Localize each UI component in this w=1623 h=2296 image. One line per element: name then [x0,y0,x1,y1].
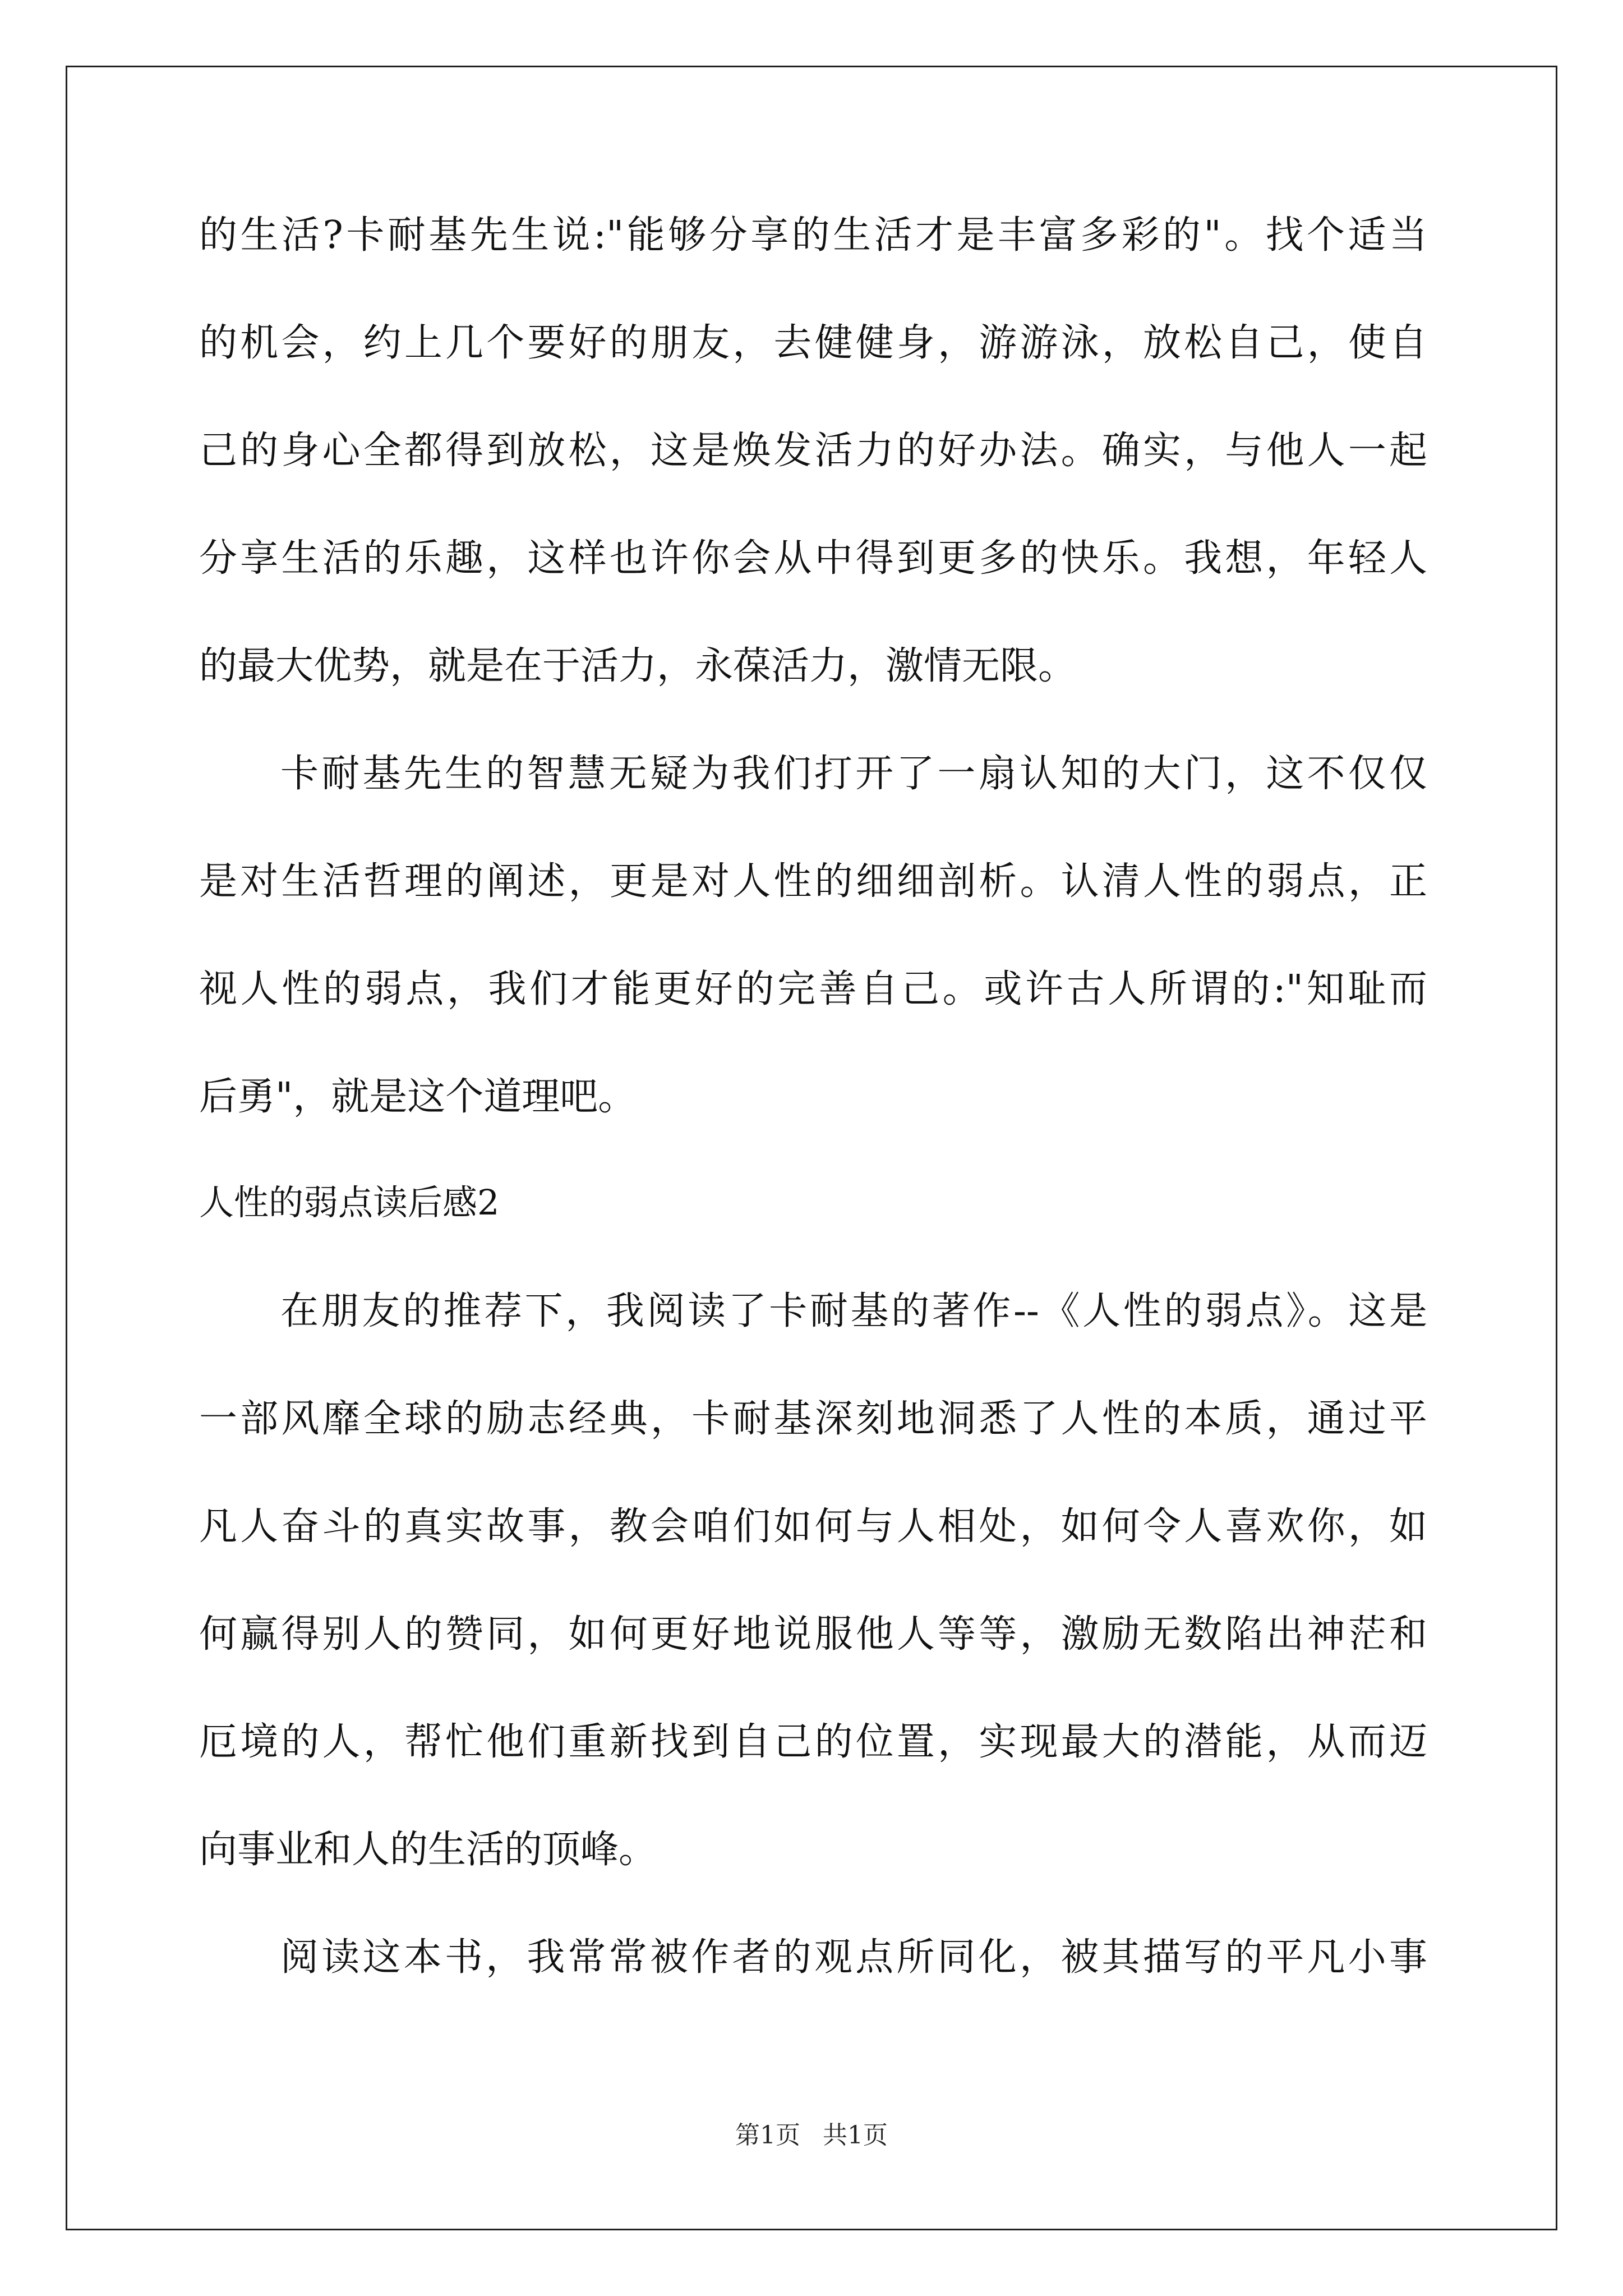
paragraph-line: 凡人奋斗的真实故事，教会咱们如何与人相处，如何令人喜欢你，如 [199,1504,1427,1549]
page-footer [0,2115,1623,2151]
paragraph-line: 卡耐基先生的智慧无疑为我们打开了一扇认知的大门，这不仅仅 [280,752,1427,796]
section-heading: 人性的弱点读后感2 [199,1182,500,1223]
page-number-total: 共1页 [823,2121,888,2150]
paragraph-line: 视人性的弱点，我们才能更好的完善自己。或许古人所谓的:"知耻而 [199,967,1427,1011]
paragraph-line: 一部风靡全球的励志经典，卡耐基深刻地洞悉了人性的本质，通过平 [199,1397,1427,1441]
page-border [66,66,1557,2230]
paragraph-line: 是对生活哲理的阐述，更是对人性的细细剖析。认清人性的弱点，正 [199,859,1427,904]
paragraph-line: 阅读这本书，我常常被作者的观点所同化，被其描写的平凡小事 [280,1935,1427,1980]
paragraph-line: 厄境的人，帮忙他们重新找到自己的位置，实现最大的潜能，从而迈 [199,1720,1427,1764]
paragraph-line: 分享生活的乐趣，这样也许你会从中得到更多的快乐。我想，年轻人 [199,536,1427,581]
paragraph-line: 的机会，约上几个要好的朋友，去健健身，游游泳，放松自己，使自 [199,321,1427,365]
paragraph-line: 己的身心全都得到放松，这是焕发活力的好办法。确实，与他人一起 [199,429,1427,473]
paragraph-line: 向事业和人的生活的顶峰。 [199,1828,657,1872]
paragraph-line: 后勇"，就是这个道理吧。 [199,1075,637,1119]
page-number-current: 第1页 [735,2121,800,2150]
paragraph-line: 何赢得别人的赞同，如何更好地说服他人等等，激励无数陷出神茫和 [199,1612,1427,1657]
paragraph-line: 的最大优势，就是在于活力，永葆活力，激情无限。 [199,644,1077,688]
paragraph-line: 的生活?卡耐基先生说:"能够分享的生活才是丰富多彩的"。找个适当 [199,213,1427,257]
paragraph-line: 在朋友的推荐下，我阅读了卡耐基的著作--《人性的弱点》。这是 [280,1289,1427,1333]
